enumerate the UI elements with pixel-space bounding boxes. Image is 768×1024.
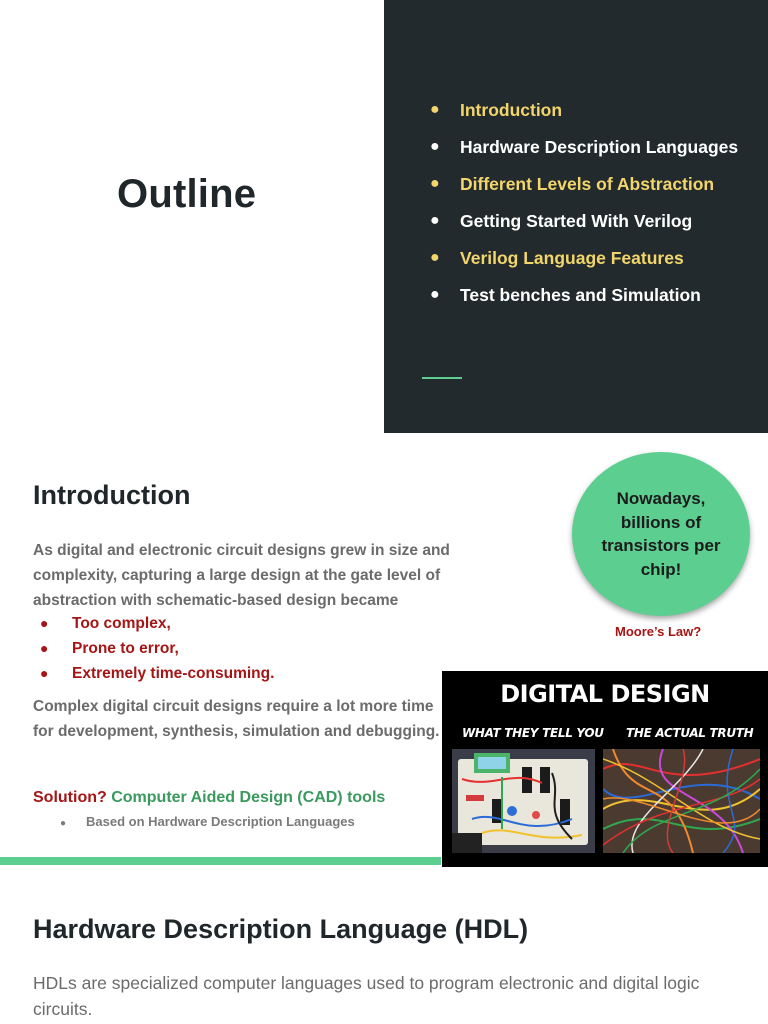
issue-item [40,661,274,686]
outline-title: Outline [117,172,257,216]
outline-item-introduction [430,97,750,123]
hdl-paragraph: HDLs are specialized computer languages used to program electronic and digital logic circuits. [33,973,700,1019]
tangled-wires-illustration [603,749,760,853]
tangled-wires-photo [603,749,760,853]
bullet-icon: ● [430,249,440,266]
issue-item [40,636,274,661]
outline-item-label: Verilog Language Features [460,248,684,268]
outline-list [430,97,750,319]
solution-line [33,786,385,810]
hdl-slide [0,867,768,1024]
outline-item-testbenches [430,282,750,308]
outline-item-hdl [430,134,750,160]
breadboard-illustration [452,749,595,853]
outline-item-language-features [430,245,750,271]
digital-design-meme-image [442,671,768,867]
introduction-slide [0,433,768,867]
bullet-icon: ● [40,665,49,681]
outline-item-label: Hardware Description Languages [460,137,739,157]
sub-bullet [60,812,355,834]
outline-item-label: Getting Started With Verilog [460,211,693,231]
bullet-icon: ● [430,286,440,303]
outline-item-abstraction [430,171,750,197]
complexity-paragraph: Complex digital circuit designs require a lot more time for development, synthesis, simulation and debugging. [33,698,440,740]
issue-item [40,611,274,636]
solution-label: Solution? [33,789,107,806]
meme-right-caption: THE ACTUAL TRUTH [626,726,754,740]
issues-list [40,611,274,686]
introduction-paragraph: As digital and electronic circuit designs grew in size and complexity, capturing a large design at the gate level of abstraction with schematic-based design became [33,542,450,609]
accent-bar [0,857,441,865]
issue-label: Prone to error, [72,640,179,657]
bullet-icon: ● [40,615,49,631]
solution-text: Computer Aided Design (CAD) tools [111,789,386,806]
bullet-icon: ● [60,818,67,829]
meme-left-caption: WHAT THEY TELL YOU [462,726,604,740]
accent-line [422,377,462,379]
issue-label: Too complex, [72,615,171,632]
bullet-icon: ● [430,138,440,155]
breadboard-photo [452,749,595,853]
moores-law-label: Moore’s Law? [615,624,702,639]
issue-label: Extremely time-consuming. [72,665,275,682]
bullet-icon: ● [430,212,440,229]
outline-item-label: Different Levels of Abstraction [460,174,715,194]
bullet-icon: ● [430,101,440,118]
sub-bullet-label: Based on Hardware Description Languages [86,814,355,829]
hdl-title: Hardware Description Language (HDL) [33,914,529,944]
outline-item-label: Test benches and Simulation [460,285,701,305]
outline-item-label: Introduction [460,100,563,120]
transistor-callout-circle [572,452,750,616]
transistor-callout-text: Nowadays, billions of transistors per chip! [601,489,721,579]
meme-title: DIGITAL DESIGN [500,680,710,708]
bullet-icon: ● [40,640,49,656]
bullet-icon: ● [430,175,440,192]
outline-item-getting-started [430,208,750,234]
introduction-title: Introduction [33,480,191,510]
outline-slide [0,0,768,433]
